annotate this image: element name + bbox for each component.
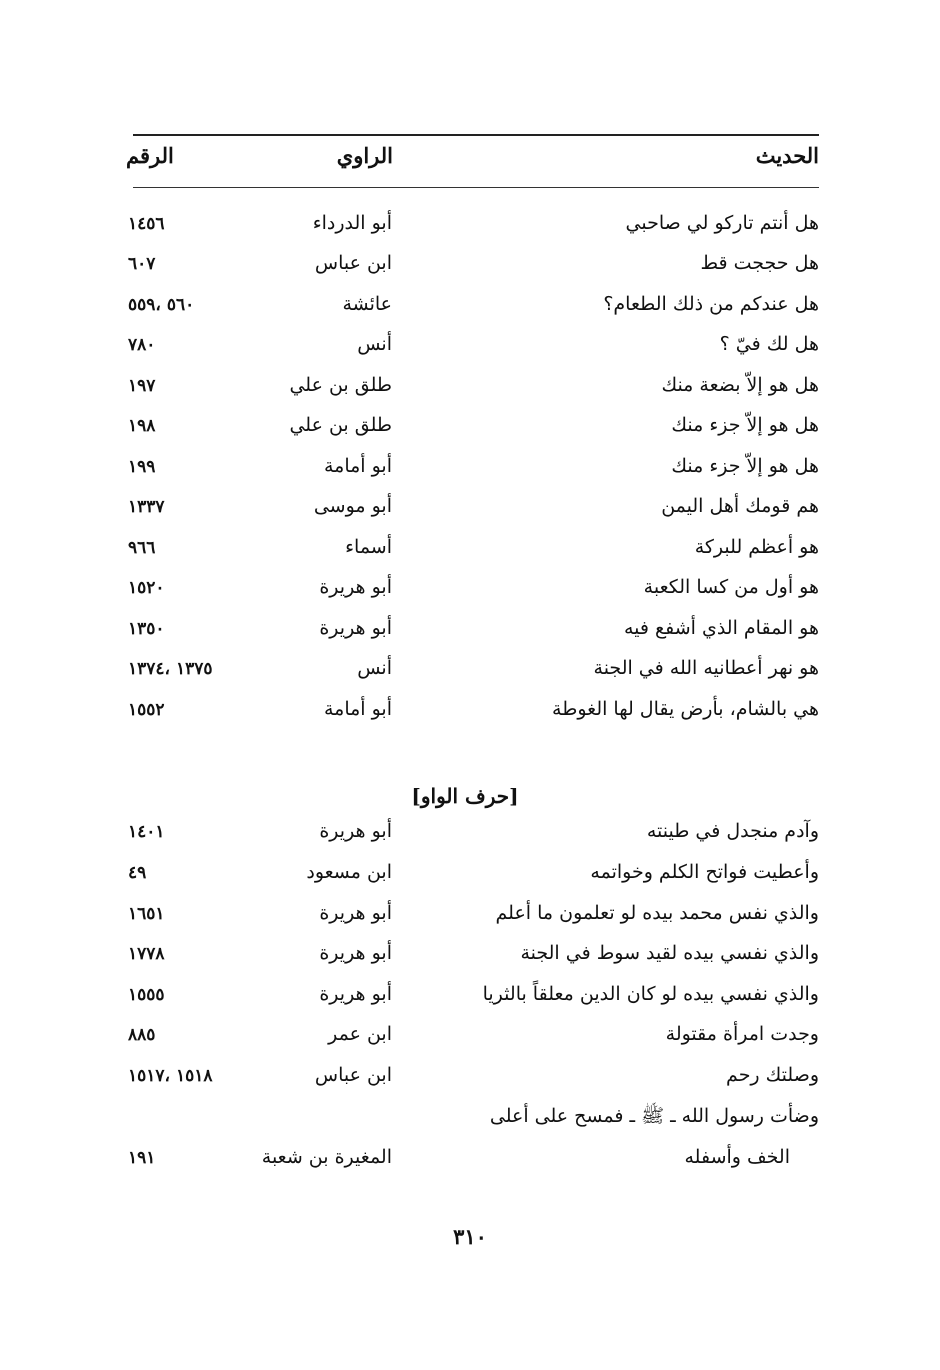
hadith-text: هل عندكم من ذلك الطعام؟: [603, 293, 819, 315]
narrator: أبو هريرة: [319, 942, 392, 964]
hadith-text-line1: وضأت رسول الله ـ ﷺ ـ فمسح على أعلى: [489, 1105, 819, 1127]
hadith-number: ١٤٠١: [128, 822, 165, 842]
hadith-number: ٧٨٠: [128, 335, 156, 355]
hadith-text: هل هو إلاّ جزء منك: [671, 414, 819, 436]
table-row: [0, 894, 940, 934]
narrator: أنس: [357, 333, 392, 355]
hadith-text: والذي نفس محمد بيده لو تعلمون ما أعلم: [495, 902, 819, 924]
narrator: أبو الدرداء: [312, 212, 392, 234]
hadith-text: وآدم منجدل في طينته: [646, 820, 819, 842]
table-row: [0, 528, 940, 568]
header-hadith: الحديث: [755, 143, 819, 168]
hadith-number: ١٩٧: [128, 376, 156, 396]
hadith-text: هل هو إلاّ جزء منك: [671, 455, 819, 477]
table-row: [0, 609, 940, 649]
narrator: عائشة: [342, 293, 392, 315]
narrator: ابن عباس: [314, 252, 392, 274]
hadith-text: وجدت امرأة مقتولة: [665, 1023, 819, 1045]
hadith-number: ١٣٥٠: [128, 619, 165, 639]
narrator: المغيرة بن شعبة: [261, 1146, 392, 1168]
hadith-number: ٦٠٧: [128, 254, 156, 274]
header-number: الرقم: [126, 143, 174, 168]
table-header: [0, 143, 940, 177]
table-row: [0, 325, 940, 365]
hadith-number: ١٩٨: [128, 416, 156, 436]
table-top-rule: [133, 134, 819, 136]
hadith-text: هي بالشام، بأرض يقال لها الغوطة: [552, 698, 819, 720]
table-row: [0, 366, 940, 406]
hadith-text-line2: الخف وأسفله: [684, 1146, 790, 1168]
narrator: أبو هريرة: [319, 983, 392, 1005]
table-row: [0, 853, 940, 893]
hadith-number: ٤٩: [128, 863, 147, 883]
hadith-text: هل لك فيّ ؟: [719, 333, 819, 355]
table-row: [0, 406, 940, 446]
hadith-text: والذي نفسي بيده لقيد سوط في الجنة: [520, 942, 819, 964]
hadith-number: ٩٦٦: [128, 538, 156, 558]
hadith-number: ١٣٧٥ ،١٣٧٤: [128, 659, 213, 679]
narrator: أنس: [357, 657, 392, 679]
table-row: [0, 649, 940, 689]
table-row: [0, 975, 940, 1015]
hadith-number: ١٥٢٠: [128, 578, 165, 598]
hadith-number: ١٩١: [128, 1148, 156, 1168]
narrator: أبو هريرة: [319, 902, 392, 924]
hadith-number: ١٧٧٨: [128, 944, 165, 964]
narrator: أبو هريرة: [319, 820, 392, 842]
narrator: أسماء: [345, 536, 392, 558]
narrator: أبو موسى: [313, 495, 392, 517]
hadith-text: وأعطيت فواتح الكلم وخواتمه: [590, 861, 819, 883]
hadith-text: هو المقام الذي أشفع فيه: [623, 617, 819, 639]
narrator: ابن عباس: [314, 1064, 392, 1086]
hadith-text: هل هو إلاّ بضعة منك: [661, 374, 819, 396]
table-row: [0, 487, 940, 527]
hadith-text: هل حججت قط: [700, 252, 819, 274]
hadith-text: هو أعظم للبركة: [694, 536, 819, 558]
table-row: [0, 244, 940, 284]
table-row: [0, 934, 940, 974]
narrator: ابن عمر: [328, 1023, 392, 1045]
hadith-text: هو أول من كسا الكعبة: [643, 576, 819, 598]
narrator: أبو هريرة: [319, 576, 392, 598]
table-row: [0, 568, 940, 608]
table-row: [0, 447, 940, 487]
header-rule: [133, 187, 819, 188]
narrator: طلق بن علي: [289, 414, 392, 436]
hadith-number: ١٤٥٦: [128, 214, 165, 234]
narrator: ابن مسعود: [306, 861, 392, 883]
table-row: [0, 1056, 940, 1096]
hadith-number: ١٥٥٢: [128, 700, 165, 720]
header-narrator: الراوي: [336, 143, 393, 168]
table-row: [0, 1096, 940, 1136]
hadith-number: ٨٨٥: [128, 1025, 156, 1045]
hadith-number: ١٥١٨ ،١٥١٧: [128, 1066, 213, 1086]
page-number: ٣١٠: [453, 1224, 487, 1249]
table-row: [0, 1138, 940, 1178]
table-row: [0, 285, 940, 325]
hadith-number: ١٩٩: [128, 457, 156, 477]
hadith-text: والذي نفسي بيده لو كان الدين معلقاً بالثريا: [482, 983, 819, 1005]
hadith-number: ١٣٣٧: [128, 497, 165, 517]
hadith-number: ١٥٥٥: [128, 985, 165, 1005]
hadith-number: ٥٦٠ ،٥٥٩: [128, 295, 195, 315]
table-row: [0, 204, 940, 244]
table-row: [0, 1015, 940, 1055]
table-row: [0, 690, 940, 730]
hadith-number: ١٦٥١: [128, 904, 165, 924]
narrator: أبو هريرة: [319, 617, 392, 639]
hadith-text: هم قومك أهل اليمن: [661, 495, 819, 517]
narrator: طلق بن علي: [289, 374, 392, 396]
narrator: أبو أمامة: [323, 698, 392, 720]
hadith-text: هو نهر أعطانيه الله في الجنة: [593, 657, 819, 679]
hadith-text: هل أنتم تاركو لي صاحبي: [625, 212, 819, 234]
section-heading-waw: [حرف الواو]: [411, 784, 519, 808]
narrator: أبو أمامة: [323, 455, 392, 477]
hadith-text: وصلتك رحم: [726, 1064, 819, 1086]
table-row: [0, 812, 940, 852]
